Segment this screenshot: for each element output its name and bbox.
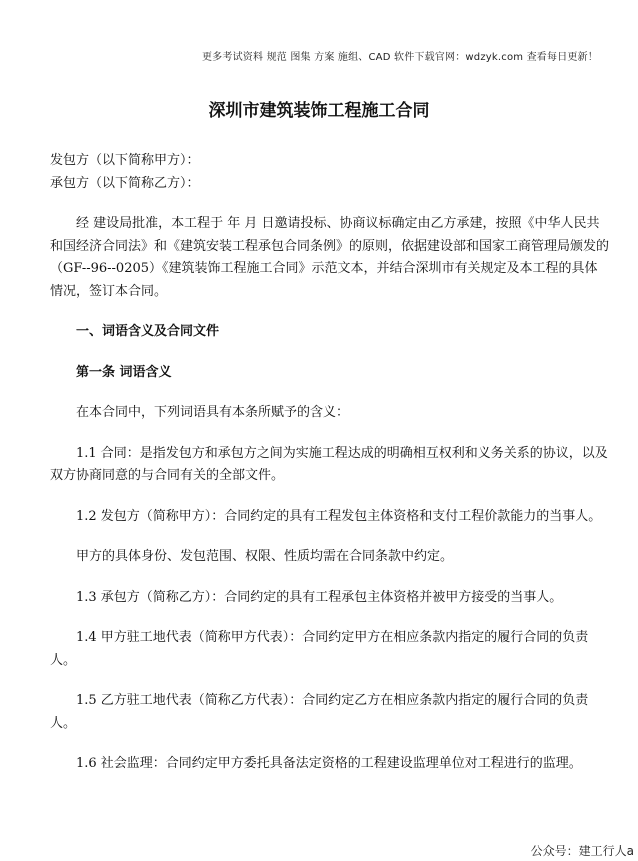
clause-1-2: 1.2 发包方（简称甲方）：合同约定的具有工程发包主体资格和支付工程价款能力的当事人。 [76, 508, 602, 524]
party-a-line: 发包方（以下简称甲方）： [50, 153, 200, 168]
article-intro: 在本合同中，下列词语具有本条所赋予的含义： [76, 405, 350, 420]
document-body [50, 150, 610, 776]
footer-watermark: 公众号：建工行人a [530, 844, 634, 858]
party-b-line: 承包方（以下简称乙方）： [50, 175, 200, 191]
document-title: 深圳市建筑装饰工程施工合同 [208, 101, 430, 121]
article-heading: 第一条 词语含义 [76, 364, 172, 380]
clause-1-1: 1.1 合同：是指发包方和承包方之间为实施工程达成的明确相互权利和义务关系的协议，以及双方协商同意的与合同有关的全部文件。 [50, 445, 608, 483]
intro-paragraph: 经 建设局批准，本工程于 年 月 日邀请投标、协商议标确定由乙方承建，按照《中华人民共和国经济合同法》和《建筑安装工程承包合同条例》的原则，依据建设部和国家工商管理局颁发的（GF--96--0205）《建筑装饰工程施工合同》示范文本，并结合深圳市有关规定及本工程的具体情况，签订本合同。 [50, 216, 610, 299]
clause-note: 甲方的具体身份、发包范围、权限、性质均需在合同条款中约定。 [76, 549, 454, 564]
clause-1-6: 1.6 社会监理：合同约定甲方委托具备法定资格的工程建设监理单位对工程进行的监理。 [76, 756, 582, 771]
clause-1-5: 1.5 乙方驻工地代表（简称乙方代表）：合同约定乙方在相应条款内指定的履行合同的负责人。 [50, 693, 589, 731]
clause-1-4: 1.4 甲方驻工地代表（简称甲方代表）：合同约定甲方在相应条款内指定的履行合同的负责人。 [50, 630, 589, 668]
clause-1-3: 1.3 承包方（简称乙方）：合同约定的具有工程承包主体资格并被甲方接受的当事人。 [76, 589, 563, 605]
section-heading: 一、词语含义及合同文件 [76, 324, 220, 339]
header-note: 更多考试资料 规范 图集 方案 施组、CAD 软件下载官网：wdzyk.com 查看每日更新！ [201, 52, 598, 63]
